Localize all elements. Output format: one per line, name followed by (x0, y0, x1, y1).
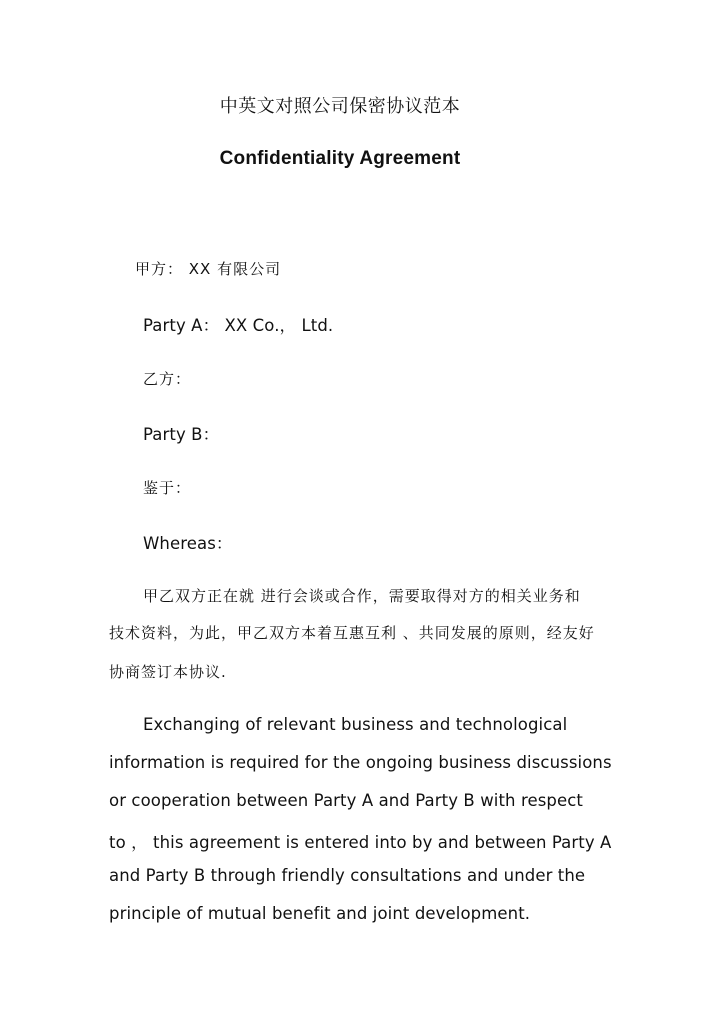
paragraph-en-line: and Party B through friendly consultations and under the (109, 866, 586, 885)
document-title-chinese: 中英文对照公司保密协议范本 (219, 96, 461, 117)
party-a-chinese: 甲方： XX 有限公司 (135, 260, 282, 278)
paragraph-cn-line: 技术资料，为此，甲乙双方本着互惠互利 、共同发展的原则，经友好 (109, 624, 595, 642)
whereas-english: Whereas： (143, 534, 233, 553)
paragraph-cn-line: 协商签订本协议. (109, 663, 227, 681)
paragraph-en-line: to ， this agreement is entered into by and between Party A (109, 833, 612, 852)
party-a-english: Party A： XX Co.， Ltd. (143, 316, 334, 335)
paragraph-en-line: principle of mutual benefit and joint development. (109, 904, 531, 923)
paragraph-en-line: Exchanging of relevant business and technological (143, 715, 568, 734)
paragraph-cn-line: 甲乙双方正在就 进行会谈或合作，需要取得对方的相关业务和 (143, 587, 581, 605)
party-b-english: Party B： (143, 425, 220, 444)
party-b-chinese: 乙方： (143, 370, 192, 388)
document-title-english: Confidentiality Agreement (219, 148, 461, 169)
whereas-chinese: 鉴于： (143, 479, 192, 497)
paragraph-en-line: or cooperation between Party A and Party B with respect (109, 791, 583, 810)
paragraph-en-line: information is required for the ongoing business discussions (109, 753, 612, 772)
